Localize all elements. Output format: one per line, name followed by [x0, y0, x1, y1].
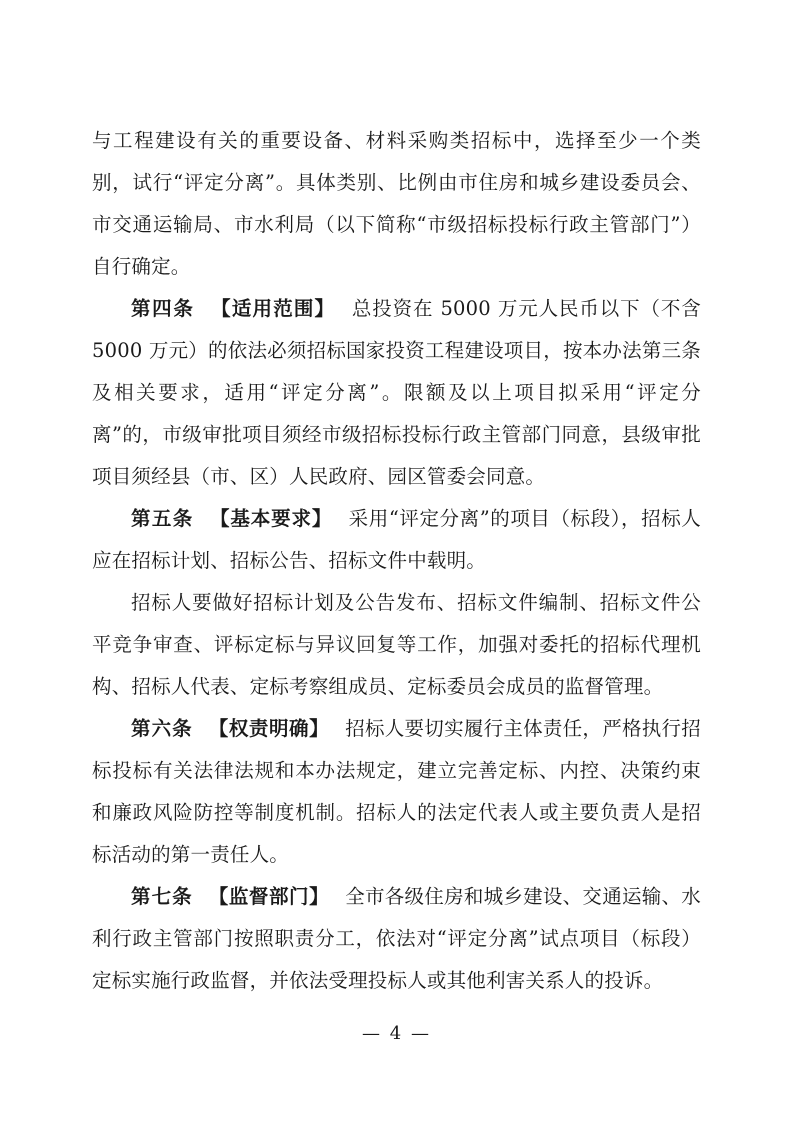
paragraph-text: 招标人要做好招标计划及公告发布、招标文件编制、招标文件公平竞争审查、评标定标与异议回复等工作，加强对委托的招标代理机构、招标人代表、定标考察组成员、定标委员会成员的监督管理。 [92, 591, 701, 698]
paragraph-text: 招标人要切实履行主体责任，严格执行招标投标有关法律法规和本办法规定，建立完善定标、内控、决策约束和廉政风险防控等制度机制。招标人的法定代表人或主要负责人是招标活动的第一责任人。 [92, 717, 701, 866]
paragraph-text: 总投资在 5000 万元人民币以下（不含 5000 万元）的依法必须招标国家投资工程建设项目，按本办法第三条及相关要求，适用“评定分离”。限额及以上项目拟采用“评定分离”的，市级审批项目须经市级招标投标行政主管部门同意，县级审批项目须经县（市、区）人民政府、园区管委会同意。 [92, 297, 701, 488]
article-topic: 【基本要求】 [209, 507, 333, 530]
article-number: 第五条 [131, 507, 194, 530]
article-topic: 【权责明确】 [208, 717, 330, 740]
paragraph-article-5-continued [92, 582, 701, 708]
article-topic: 【监督部门】 [208, 885, 330, 908]
article-topic: 【适用范围】 [210, 297, 336, 320]
page-footer [0, 1023, 793, 1044]
paragraph-text: 全市各级住房和城乡建设、交通运输、水利行政主管部门按照职责分工，依法对“评定分离”试点项目（标段）定标实施行政监督，并依法受理投标人或其他利害关系人的投诉。 [92, 885, 701, 992]
article-number: 第四条 [131, 297, 195, 320]
paragraph-article-6 [92, 708, 701, 876]
document-body [92, 120, 701, 1002]
article-number: 第七条 [131, 885, 193, 908]
page-number: — 4 — [362, 1023, 431, 1044]
paragraph-continued [92, 120, 701, 288]
paragraph-text: 与工程建设有关的重要设备、材料采购类招标中，选择至少一个类别，试行“评定分离”。具体类别、比例由市住房和城乡建设委员会、市交通运输局、市水利局（以下简称“市级招标投标行政主管部门”）自行确定。 [92, 129, 701, 278]
paragraph-text: 采用“评定分离”的项目（标段），招标人应在招标计划、招标公告、招标文件中载明。 [92, 507, 701, 572]
paragraph-article-4 [92, 288, 701, 498]
paragraph-article-5 [92, 498, 701, 582]
article-number: 第六条 [131, 717, 193, 740]
paragraph-article-7 [92, 876, 701, 1002]
